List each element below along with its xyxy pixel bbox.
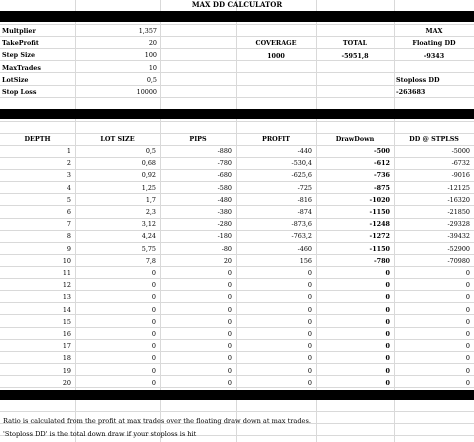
table-cell[interactable]: 0	[385, 366, 390, 375]
table-cell[interactable]: -1150	[369, 244, 390, 253]
table-header: DD @ STPLSS	[409, 135, 459, 143]
floating-dd-value[interactable]: -9343	[423, 52, 445, 60]
table-cell[interactable]: 0	[151, 330, 156, 338]
table-cell[interactable]: 0	[465, 366, 470, 375]
table-cell[interactable]: 0	[465, 378, 470, 387]
table-header: DEPTH	[24, 135, 51, 143]
page-title: MAX DD CALCULATOR	[191, 0, 283, 9]
table-cell[interactable]: 0	[227, 293, 232, 302]
table-cell[interactable]: -612	[374, 159, 390, 168]
table-cell[interactable]: -39432	[447, 232, 470, 241]
table-cell[interactable]: 19	[62, 366, 71, 375]
table-cell[interactable]: 0,92	[141, 171, 156, 180]
stoploss-dd-label: Stoploss DD	[396, 76, 440, 84]
table-cell[interactable]: 5	[66, 195, 71, 204]
table-cell[interactable]: 0	[151, 378, 156, 387]
table-cell[interactable]: 2	[66, 159, 71, 168]
table-cell[interactable]: 0	[465, 293, 470, 302]
header-separator-bar	[0, 11, 474, 22]
table-cell[interactable]: 15	[62, 317, 71, 326]
input-value[interactable]: 20	[148, 39, 157, 48]
coverage-value[interactable]: 1000	[267, 52, 285, 60]
table-cell[interactable]: 18	[62, 354, 71, 363]
section-separator-bar	[0, 109, 474, 119]
table-cell[interactable]: 0	[151, 317, 156, 326]
table-cell[interactable]: 0	[151, 269, 156, 277]
table-cell[interactable]: 0	[151, 305, 156, 314]
table-cell[interactable]: 0	[227, 342, 232, 351]
table-cell[interactable]: -29328	[447, 220, 470, 229]
table-cell[interactable]: -873,6	[291, 220, 312, 229]
table-cell[interactable]: -80	[221, 244, 232, 253]
table-cell[interactable]: 0	[385, 281, 390, 290]
table-cell[interactable]: 20	[223, 256, 232, 265]
floating-dd-label: Floating DD	[412, 39, 456, 47]
table-cell[interactable]: 0	[227, 305, 232, 314]
table-cell[interactable]: -380	[217, 208, 232, 216]
table-cell[interactable]: 0	[227, 378, 232, 387]
table-cell[interactable]: 0	[151, 281, 156, 290]
table-cell[interactable]: -52900	[447, 244, 470, 253]
table-cell[interactable]: -530,4	[291, 159, 312, 168]
table-cell[interactable]: 0	[385, 293, 390, 302]
table-cell[interactable]: 0	[227, 281, 232, 290]
table-cell[interactable]: -880	[217, 147, 232, 155]
table-cell[interactable]: 0	[307, 293, 312, 302]
table-cell[interactable]: 0	[385, 317, 390, 326]
input-value[interactable]: 10000	[136, 88, 157, 96]
table-cell[interactable]: 0,5	[145, 147, 156, 155]
input-label: MaxTrades	[2, 63, 41, 72]
table-cell[interactable]: 0	[227, 269, 232, 277]
table-cell[interactable]: -9016	[451, 171, 470, 180]
table-cell[interactable]: 16	[62, 330, 71, 338]
table-cell[interactable]: 0	[465, 269, 470, 277]
table-cell[interactable]: 8	[66, 232, 71, 241]
table-cell[interactable]: -12125	[447, 183, 470, 192]
table-cell[interactable]: 0	[307, 281, 312, 290]
table-cell[interactable]: 14	[62, 305, 71, 314]
table-cell[interactable]: 4	[66, 183, 71, 192]
total-label: TOTAL	[342, 39, 368, 47]
table-header: PIPS	[189, 135, 207, 143]
table-cell[interactable]: -1020	[369, 195, 390, 204]
table-cell[interactable]: -875	[374, 183, 390, 192]
footer-separator-bar	[0, 390, 474, 400]
table-cell[interactable]: 0	[385, 269, 390, 277]
table-cell[interactable]: 3,12	[141, 220, 156, 229]
table-cell[interactable]: 0	[465, 342, 470, 351]
table-cell[interactable]: 17	[62, 342, 71, 351]
table-cell[interactable]: 0	[307, 378, 312, 387]
table-cell[interactable]: -1150	[369, 208, 390, 216]
table-cell[interactable]: 0	[307, 354, 312, 363]
table-cell[interactable]: 11	[62, 269, 71, 277]
table-cell[interactable]: 0	[385, 305, 390, 314]
coverage-label: COVERAGE	[255, 39, 297, 47]
table-cell[interactable]: -816	[297, 195, 312, 204]
table-cell[interactable]: -500	[374, 147, 390, 155]
table-cell[interactable]: -6732	[451, 159, 470, 168]
table-cell[interactable]: -780	[217, 159, 232, 168]
table-cell[interactable]: 0	[151, 342, 156, 351]
input-label: Stop Loss	[2, 88, 37, 96]
table-cell[interactable]: -1272	[369, 232, 390, 241]
table-cell[interactable]: -874	[297, 208, 312, 216]
stoploss-dd-value[interactable]: -263683	[396, 88, 426, 96]
table-cell[interactable]: -280	[217, 220, 232, 229]
table-cell[interactable]: -780	[374, 256, 390, 265]
table-cell[interactable]: -763,2	[291, 232, 312, 241]
input-label: Step Size	[2, 51, 36, 60]
table-cell[interactable]: 0	[385, 354, 390, 363]
input-label: LotSize	[2, 75, 29, 84]
table-cell[interactable]: -21850	[447, 208, 470, 216]
note-ratio: Ratio is calculated from the profit at max trades over the floating draw down at max trades.	[3, 417, 311, 425]
input-label: TakeProfit	[2, 39, 39, 48]
table-cell[interactable]: -180	[217, 232, 232, 241]
table-cell[interactable]: 0	[465, 354, 470, 363]
table-cell[interactable]: 10	[62, 256, 71, 265]
table-cell[interactable]: 1,25	[141, 183, 156, 192]
table-cell[interactable]: 1	[66, 147, 71, 155]
table-cell[interactable]: 12	[62, 281, 71, 290]
table-cell[interactable]: 0	[227, 366, 232, 375]
total-value[interactable]: -5951,8	[341, 52, 369, 60]
table-cell[interactable]: -440	[297, 147, 312, 155]
table-cell[interactable]: 4,24	[141, 232, 156, 241]
table-cell[interactable]: 0	[227, 354, 232, 363]
table-cell[interactable]: 156	[299, 256, 312, 265]
table-cell[interactable]: 0	[465, 305, 470, 314]
input-value[interactable]: 0,5	[146, 75, 157, 84]
table-cell[interactable]: 0,68	[141, 159, 156, 168]
table-cell[interactable]: 7	[66, 220, 71, 229]
input-value[interactable]: 10	[148, 63, 157, 72]
table-cell[interactable]: -70980	[447, 256, 470, 265]
input-value[interactable]: 1,357	[138, 27, 157, 35]
input-value[interactable]: 100	[144, 51, 157, 60]
table-cell[interactable]: 0	[465, 330, 470, 338]
table-cell[interactable]: 0	[227, 330, 232, 338]
input-label: Multplier	[2, 27, 36, 35]
table-cell[interactable]: -725	[297, 183, 312, 192]
table-cell[interactable]: -5000	[451, 147, 470, 155]
table-cell[interactable]: -625,6	[291, 171, 312, 180]
table-cell[interactable]: 0	[307, 269, 312, 277]
table-cell[interactable]: -16320	[447, 195, 470, 204]
table-cell[interactable]: 0	[465, 317, 470, 326]
table-cell[interactable]: 0	[307, 330, 312, 338]
table-cell[interactable]: 0	[307, 317, 312, 326]
table-cell[interactable]: 0	[307, 305, 312, 314]
table-cell[interactable]: 0	[307, 366, 312, 375]
table-cell[interactable]: 0	[385, 378, 390, 387]
table-cell[interactable]: 3	[66, 171, 71, 180]
table-header: DrawDown	[335, 135, 375, 143]
table-cell[interactable]: 0	[151, 366, 156, 375]
table-cell[interactable]: -736	[374, 171, 390, 180]
table-cell[interactable]: 0	[385, 330, 390, 338]
table-cell[interactable]: -580	[217, 183, 232, 192]
table-cell[interactable]: -680	[217, 171, 232, 180]
table-cell[interactable]: 13	[62, 293, 71, 302]
table-cell[interactable]: 2,3	[145, 208, 156, 216]
table-header: PROFIT	[262, 135, 290, 143]
table-cell[interactable]: -480	[217, 195, 232, 204]
table-cell[interactable]: 0	[151, 354, 156, 363]
table-cell[interactable]: 5,75	[141, 244, 156, 253]
table-header: LOT SIZE	[100, 135, 135, 143]
max-label: MAX	[425, 27, 443, 35]
table-cell[interactable]: 1,7	[145, 195, 156, 204]
table-cell[interactable]: 7,8	[145, 256, 156, 265]
table-cell[interactable]: 0	[385, 342, 390, 351]
note-stoploss: 'Stoploss DD' is the total down draw if your stoploss is hit	[3, 430, 197, 438]
table-cell[interactable]: -1248	[369, 220, 390, 229]
table-cell[interactable]: 9	[66, 244, 71, 253]
table-cell[interactable]: -460	[297, 244, 312, 253]
table-cell[interactable]: 0	[227, 317, 232, 326]
table-cell[interactable]: 0	[307, 342, 312, 351]
table-cell[interactable]: 0	[151, 293, 156, 302]
table-cell[interactable]: 0	[465, 281, 470, 290]
table-cell[interactable]: 20	[62, 378, 71, 387]
table-cell[interactable]: 6	[66, 208, 71, 216]
